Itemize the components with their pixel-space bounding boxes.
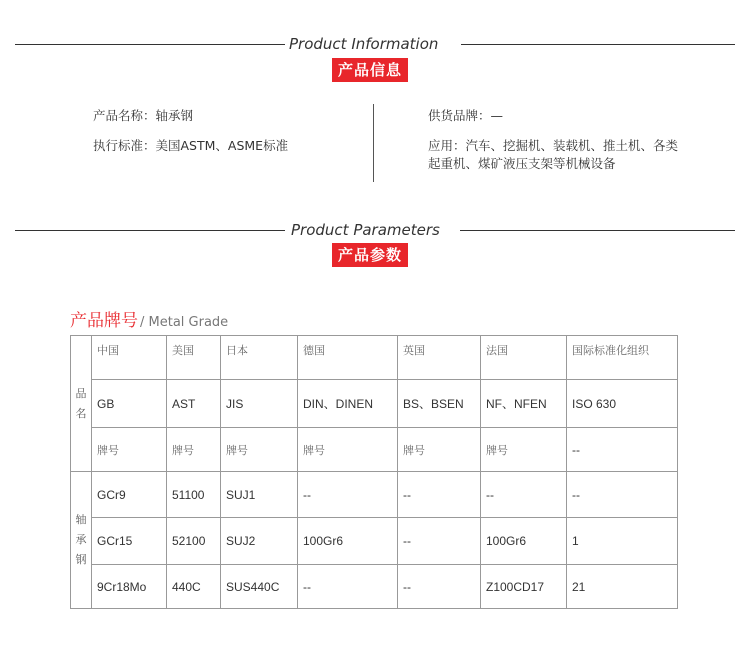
table-row — [71, 472, 678, 518]
table-row-countries — [71, 336, 678, 380]
brand-text: 供货品牌：— — [428, 108, 504, 123]
table-cell: Z100CD17 — [481, 565, 567, 609]
country-cell: 法国 — [481, 336, 567, 380]
grade-label-cell: 牌号 — [398, 428, 481, 472]
info-vertical-divider — [373, 104, 374, 182]
country-cell: 中国 — [92, 336, 167, 380]
info-title-en: Product Information — [289, 35, 439, 53]
standard-cell: NF、NFEN — [481, 380, 567, 428]
table-cell: SUJ1 — [221, 472, 298, 518]
table-row — [71, 565, 678, 609]
table-cell: GCr9 — [92, 472, 167, 518]
table-cell: -- — [481, 472, 567, 518]
application-text-line1: 应用：汽车、挖掘机、装载机、推土机、各类 — [428, 138, 679, 153]
group-label-char: 名 — [75, 406, 87, 420]
metal-grade-table — [70, 335, 678, 609]
divider-right — [461, 44, 735, 45]
country-cell: 英国 — [398, 336, 481, 380]
country-cell: 国际标准化组织 — [567, 336, 678, 380]
group-label-char: 承 — [75, 533, 87, 546]
table-row — [71, 518, 678, 565]
info-title-cn-badge: 产品信息 — [332, 58, 408, 82]
grade-label-cell: 牌号 — [221, 428, 298, 472]
metal-grade-title — [70, 306, 228, 331]
table-cell: -- — [398, 565, 481, 609]
grade-label-cell: -- — [567, 428, 678, 472]
table-cell: SUJ2 — [221, 518, 298, 565]
country-cell: 美国 — [167, 336, 221, 380]
standard-cell: JIS — [221, 380, 298, 428]
table-cell: -- — [398, 518, 481, 565]
divider-left — [15, 44, 285, 45]
table-cell: 100Gr6 — [481, 518, 567, 565]
standard-cell: DIN、DINEN — [298, 380, 398, 428]
params-title-en: Product Parameters — [291, 221, 440, 239]
application-text-line2: 起重机、煤矿液压支架等机械设备 — [428, 156, 616, 171]
country-cell: 德国 — [298, 336, 398, 380]
group-label-char: 品 — [75, 386, 87, 400]
table-row-standards — [71, 380, 678, 428]
standard-text: 执行标准：美国ASTM、ASME标准 — [93, 138, 289, 153]
grade-label-cell: 牌号 — [481, 428, 567, 472]
info-section-header — [0, 34, 750, 54]
standard-cell: AST — [167, 380, 221, 428]
standard-cell: BS、BSEN — [398, 380, 481, 428]
group-label-char: 轴 — [75, 513, 87, 526]
table-cell: -- — [398, 472, 481, 518]
standard-cell: ISO 630 — [567, 380, 678, 428]
product-name-text: 产品名称：轴承钢 — [93, 108, 194, 123]
group-label-char: 钢 — [75, 553, 87, 566]
table-cell: GCr15 — [92, 518, 167, 565]
params-section-header — [0, 220, 750, 240]
table-cell: 51100 — [167, 472, 221, 518]
table-cell: 440C — [167, 565, 221, 609]
grade-label-cell: 牌号 — [298, 428, 398, 472]
group-label-bearing-steel — [71, 472, 92, 609]
table-cell: 9Cr18Mo — [92, 565, 167, 609]
grade-label-cell: 牌号 — [92, 428, 167, 472]
table-cell: 52100 — [167, 518, 221, 565]
metal-grade-title-cn: 产品牌号 — [70, 311, 138, 331]
group-label-product-name — [71, 336, 92, 472]
country-cell: 日本 — [221, 336, 298, 380]
table-cell: -- — [298, 565, 398, 609]
params-title-cn-badge: 产品参数 — [332, 243, 408, 267]
table-row-grade-labels — [71, 428, 678, 472]
standard-cell: GB — [92, 380, 167, 428]
divider-left — [15, 230, 285, 231]
table-cell: 21 — [567, 565, 678, 609]
table-cell: SUS440C — [221, 565, 298, 609]
table-cell: 100Gr6 — [298, 518, 398, 565]
table-cell: -- — [567, 472, 678, 518]
metal-grade-title-en: / Metal Grade — [140, 315, 229, 330]
table-cell: -- — [298, 472, 398, 518]
divider-right — [460, 230, 735, 231]
grade-label-cell: 牌号 — [167, 428, 221, 472]
table-cell: 1 — [567, 518, 678, 565]
